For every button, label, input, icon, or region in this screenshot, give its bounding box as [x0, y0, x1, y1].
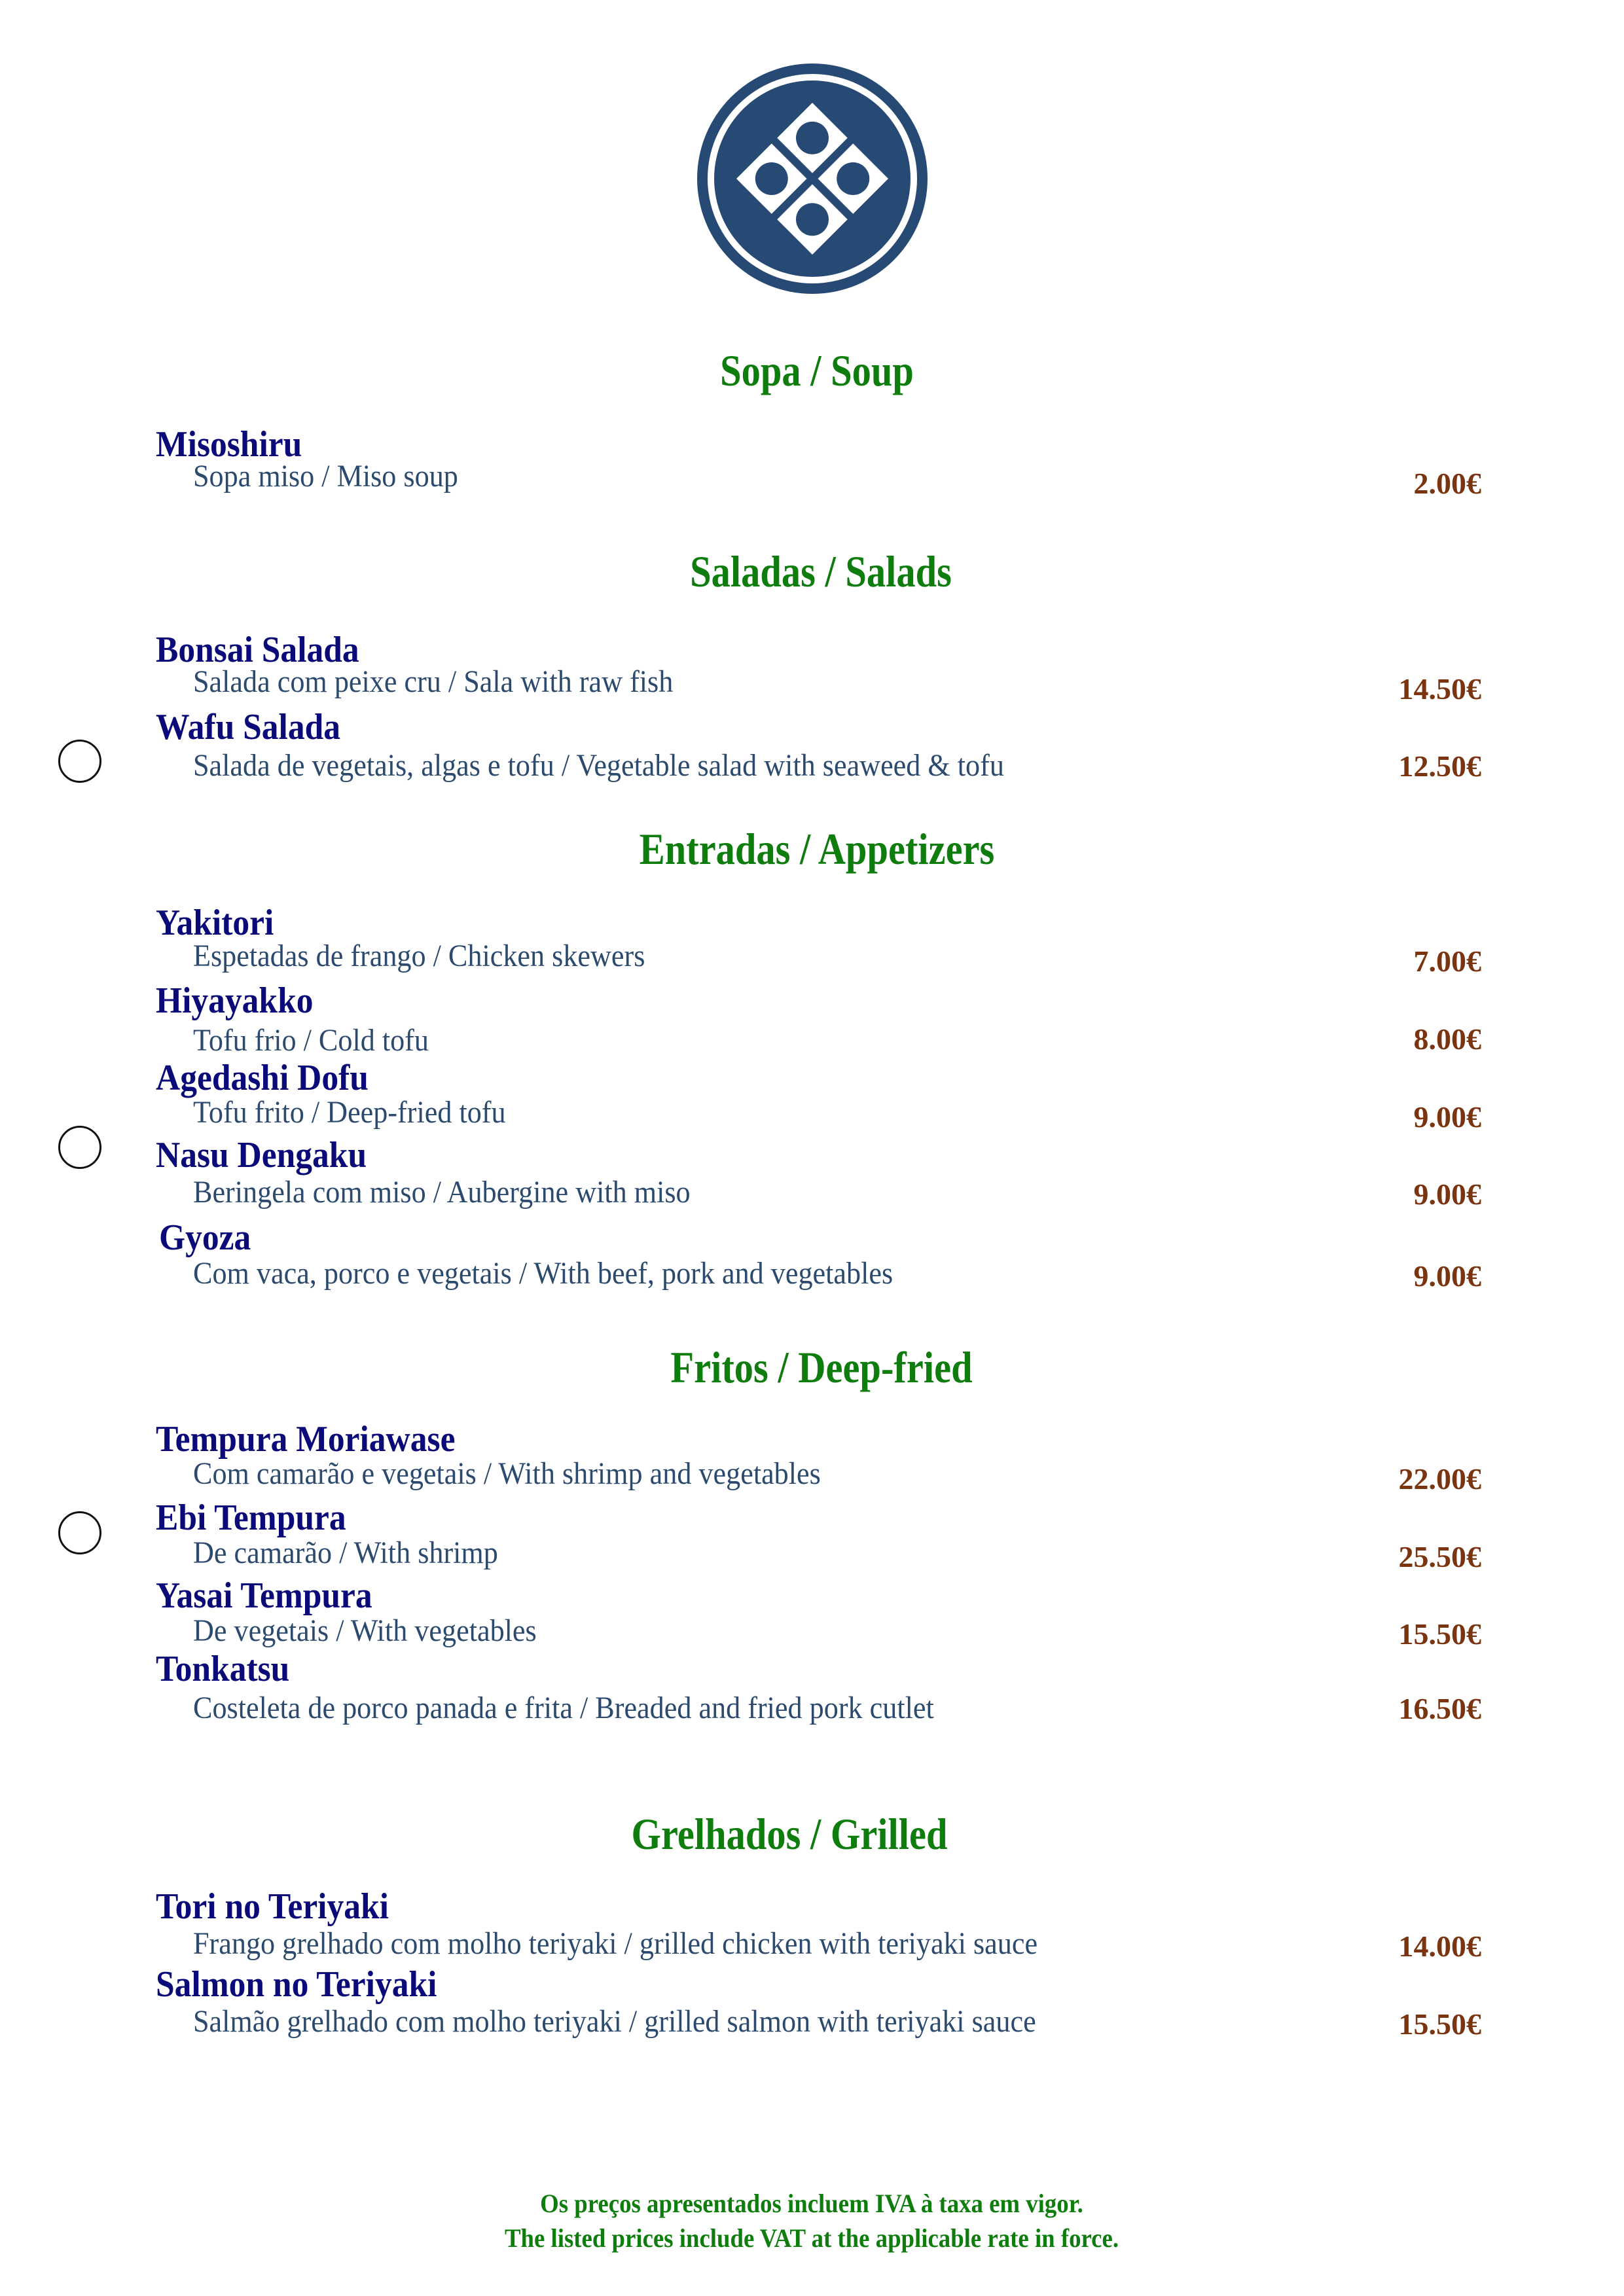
menu-item-description: Tofu frito / Deep-fried tofu	[193, 1095, 506, 1130]
menu-item-description: Espetadas de frango / Chicken skewers	[193, 939, 645, 973]
menu-item-description: Beringela com miso / Aubergine with miso	[193, 1175, 691, 1210]
menu-item-price: 9.00€	[1413, 1259, 1481, 1293]
menu-item-name: Agedashi Dofu	[156, 1058, 369, 1098]
menu-item-price: 12.50€	[1398, 749, 1481, 783]
section-heading-deep-fried: Fritos / Deep-fried	[670, 1342, 973, 1392]
footer-vat-note-pt: Os preços apresentados incluem IVA à taxa em vigor.	[540, 2189, 1083, 2218]
menu-item-description: Salmão grelhado com molho teriyaki / grilled salmon with teriyaki sauce	[193, 2004, 1036, 2039]
menu-item-description: Salada com peixe cru / Sala with raw fish	[193, 664, 674, 699]
section-heading-grilled: Grelhados / Grilled	[631, 1809, 948, 1859]
section-heading-soup: Sopa / Soup	[720, 346, 914, 395]
section-heading-salads: Saladas / Salads	[690, 547, 952, 596]
menu-item-description: Com camarão e vegetais / With shrimp and vegetables	[193, 1456, 821, 1491]
menu-item-name: Tempura Moriawase	[156, 1419, 456, 1460]
menu-item-name: Salmon no Teriyaki	[156, 1964, 437, 2005]
menu-item-description: Frango grelhado com molho teriyaki / grilled chicken with teriyaki sauce	[193, 1926, 1038, 1961]
menu-item-price: 25.50€	[1398, 1540, 1481, 1573]
menu-item-name: Tonkatsu	[156, 1649, 290, 1689]
menu-item-name: Tori no Teriyaki	[156, 1886, 389, 1927]
menu-item-name: Wafu Salada	[156, 707, 341, 747]
menu-item-description: Costeleta de porco panada e frita / Breaded and fried pork cutlet	[193, 1691, 934, 1725]
menu-item-name: Nasu Dengaku	[156, 1135, 367, 1175]
menu-item-name: Bonsai Salada	[156, 630, 359, 670]
footer-vat-note-en: The listed prices include VAT at the applicable rate in force.	[504, 2223, 1119, 2253]
menu-item-name: Yasai Tempura	[156, 1575, 372, 1616]
menu-item-name: Misoshiru	[156, 424, 302, 465]
menu-item-description: Sopa miso / Miso soup	[193, 459, 458, 493]
hole-punch-mark	[58, 1126, 101, 1169]
menu-item-price: 7.00€	[1413, 944, 1481, 978]
menu-item-name: Yakitori	[156, 903, 274, 943]
menu-item-price: 14.50€	[1398, 672, 1481, 706]
menu-item-description: Salada de vegetais, algas e tofu / Vegetable salad with seaweed & tofu	[193, 748, 1004, 783]
menu-item-price: 14.00€	[1398, 1929, 1481, 1963]
menu-item-name: Ebi Tempura	[156, 1498, 346, 1538]
menu-item-price: 22.00€	[1398, 1462, 1481, 1496]
menu-item-price: 15.50€	[1398, 2007, 1481, 2041]
menu-item-description: Tofu frio / Cold tofu	[193, 1023, 429, 1058]
menu-item-price: 15.50€	[1398, 1617, 1481, 1651]
menu-item-price: 2.00€	[1413, 467, 1481, 500]
hole-punch-mark	[58, 1511, 101, 1554]
menu-item-price: 16.50€	[1398, 1692, 1481, 1725]
restaurant-logo-icon	[696, 62, 929, 295]
section-heading-appetizers: Entradas / Appetizers	[639, 824, 995, 874]
menu-item-price: 9.00€	[1413, 1100, 1481, 1134]
menu-item-price: 8.00€	[1413, 1022, 1481, 1056]
menu-item-name: Gyoza	[159, 1217, 251, 1258]
menu-item-description: De vegetais / With vegetables	[193, 1613, 537, 1648]
hole-punch-mark	[58, 740, 101, 783]
menu-item-name: Hiyayakko	[156, 980, 314, 1021]
menu-item-description: De camarão / With shrimp	[193, 1535, 498, 1570]
menu-item-price: 9.00€	[1413, 1177, 1481, 1211]
menu-item-description: Com vaca, porco e vegetais / With beef, pork and vegetables	[193, 1256, 893, 1291]
